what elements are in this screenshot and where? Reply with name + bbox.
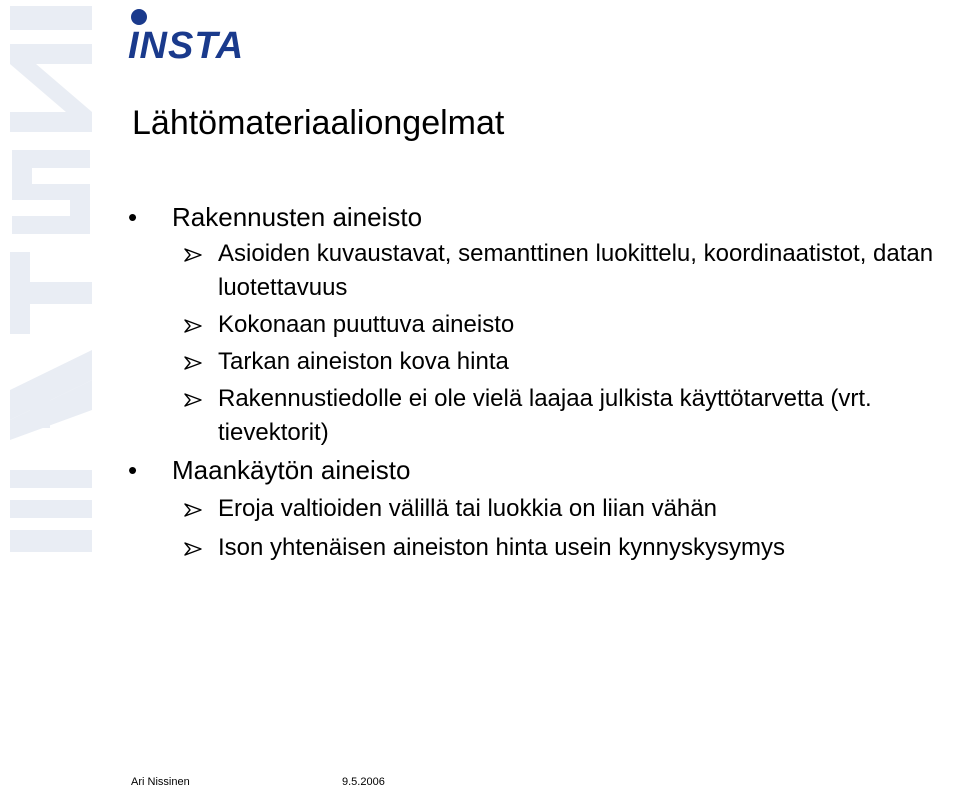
list-item — [128, 531, 958, 565]
list-item — [128, 382, 958, 450]
list-item-text: Eroja valtioiden välillä tai luokkia on liian vähän — [218, 495, 717, 522]
insta-logo — [126, 6, 306, 64]
footer-date: 9.5.2006 — [342, 776, 385, 788]
list-item-text: Tarkan aineiston kova hinta — [218, 348, 509, 375]
list-item — [128, 237, 958, 305]
list-item-text: Asioiden kuvaustavat, semanttinen luokittelu, koordinaatistot, datan luotettavuus — [218, 240, 934, 301]
slide-content — [128, 200, 958, 565]
bullet-dot: • — [128, 202, 138, 232]
list-item — [128, 345, 958, 379]
list-item-text: Ison yhtenäisen aineiston hinta usein kynnyskysymys — [218, 534, 785, 561]
slide-title: Lähtömateriaaliongelmat — [132, 104, 505, 142]
section-label: Maankäytön aineisto — [172, 455, 411, 485]
insta-logo-text: INSTA — [128, 25, 245, 64]
list-item-text: Rakennustiedolle ei ole vielä laajaa julkista käyttötarvetta (vrt. tievektorit) — [218, 385, 872, 446]
section-label: Rakennusten aineisto — [172, 202, 423, 232]
section-heading-buildings — [128, 200, 958, 234]
arrowhead-bullet-icon — [184, 319, 202, 333]
arrowhead-bullet-icon — [184, 248, 202, 262]
list-item — [128, 308, 958, 342]
arrowhead-bullet-icon — [184, 503, 202, 517]
arrowhead-bullet-icon — [184, 356, 202, 370]
bullet-dot: • — [128, 455, 138, 485]
list-item — [128, 492, 958, 526]
arrowhead-bullet-icon — [184, 542, 202, 556]
footer-author: Ari Nissinen — [131, 776, 190, 788]
arrowhead-bullet-icon — [184, 393, 202, 407]
insta-watermark — [0, 0, 100, 560]
section-heading-land-use — [128, 453, 958, 487]
list-item-text: Kokonaan puuttuva aineisto — [218, 311, 515, 338]
